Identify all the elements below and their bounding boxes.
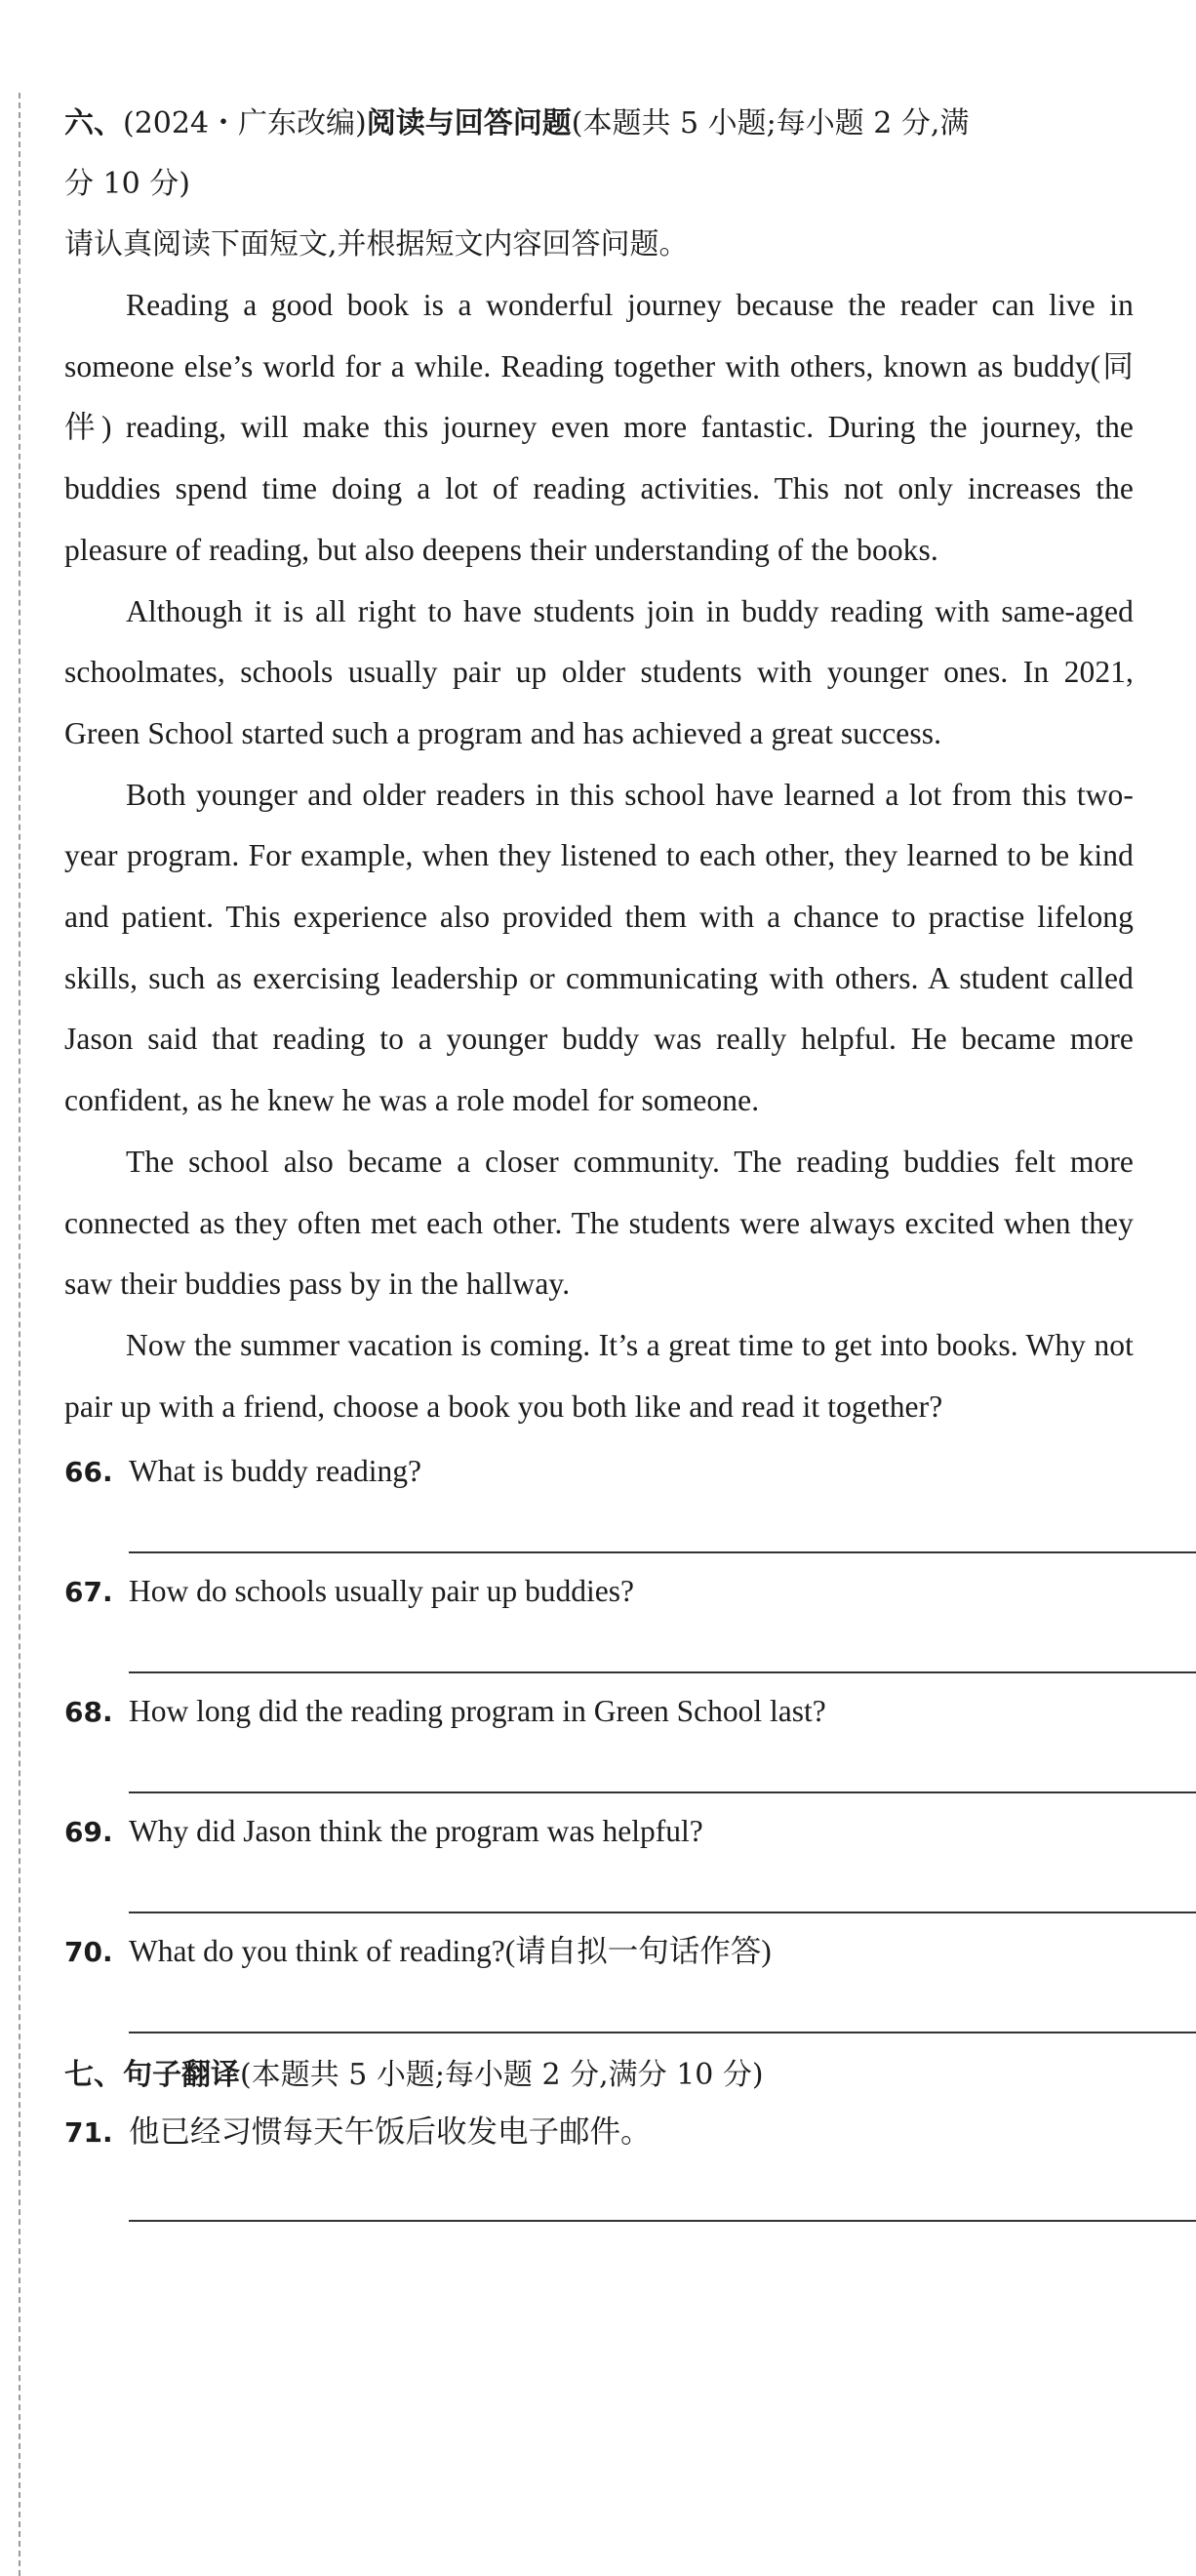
question-67 [64,1565,1134,1673]
question-text: Why did Jason think the program was helpful? [129,1814,703,1849]
question-69 [64,1805,1134,1913]
section6-title: 阅读与回答问题 [366,106,572,141]
question-number: 68. [64,1696,113,1729]
answer-line-71[interactable] [129,2220,1196,2222]
section7-heading [64,2045,1134,2106]
worksheet-page [64,94,1134,2234]
answer-line-67[interactable] [129,1671,1196,1673]
answer-line-68[interactable] [129,1791,1196,1793]
passage-paragraph-4: The school also became a closer community. The reading buddies felt more connected as they often met each other. The students were always excited when they saw their buddies pass by in the hallway. [64,1144,1134,1302]
passage-paragraph-5: Now the summer vacation is coming. It’s a great time to get into books. Why not pair up with a friend, choose a book you both like and read it together? [64,1327,1134,1424]
question-68 [64,1685,1134,1793]
section7-title: 句子翻译 [123,2058,240,2093]
section6-number: 六、 [64,106,123,141]
question-number: 69. [64,1816,113,1849]
question-number: 67. [64,1576,113,1609]
question-text: 他已经习惯每天午饭后收发电子邮件。 [129,2114,652,2150]
section6-source: (2024・广东改编) [123,106,367,141]
answer-line-66[interactable] [129,1551,1196,1553]
margin-dashed-rule [19,93,20,2576]
question-text: How long did the reading program in Green School last? [129,1694,826,1729]
section6-heading [64,94,1134,154]
section6-note: (本题共 5 小题;每小题 2 分,满 [571,106,970,141]
question-66 [64,1445,1134,1553]
question-text: What do you think of reading?(请自拟一句话作答) [129,1934,772,1969]
question-number: 70. [64,1936,113,1969]
passage-paragraph-2: Although it is all right to have students join in buddy reading with same-aged schoolmates, schools usually pair up older students with younger ones. In 2021, Green School started such a program and has achieved a great success. [64,593,1134,750]
question-text: What is buddy reading? [129,1454,422,1489]
question-text: How do schools usually pair up buddies? [129,1574,634,1609]
section7-note: (本题共 5 小题;每小题 2 分,满分 10 分) [240,2058,764,2093]
question-71 [64,2106,1134,2222]
question-number: 66. [64,1456,113,1489]
section7-number: 七、 [64,2058,123,2093]
answer-line-70[interactable] [129,2032,1196,2033]
answer-line-69[interactable] [129,1912,1196,1913]
section6-note-continued: 分 10 分) [64,167,190,201]
reading-passage [64,275,1134,1437]
question-number: 71. [64,2116,113,2150]
passage-paragraph-3: Both younger and older readers in this school have learned a lot from this two-year program. For example, when they listened to each other, they learned to be kind and patient. This experience also provided them with a chance to practise lifelong skills, such as exercising leadership or communicating with others. A student called Jason said that reading to a younger buddy was really helpful. He became more confident, as he knew he was a role model for someone. [64,777,1134,1118]
passage-paragraph-1: Reading a good book is a wonderful journey because the reader can live in someone else’s world for a while. Reading together with others, known as buddy(同伴) reading, will make this journey even more fantastic. During the journey, the buddies spend time doing a lot of reading activities. This not only increases the pleasure of reading, but also deepens their understanding of the books. [64,288,1134,567]
section6-instruction: 请认真阅读下面短文,并根据短文内容回答问题。 [64,227,689,262]
question-70 [64,1925,1134,2033]
